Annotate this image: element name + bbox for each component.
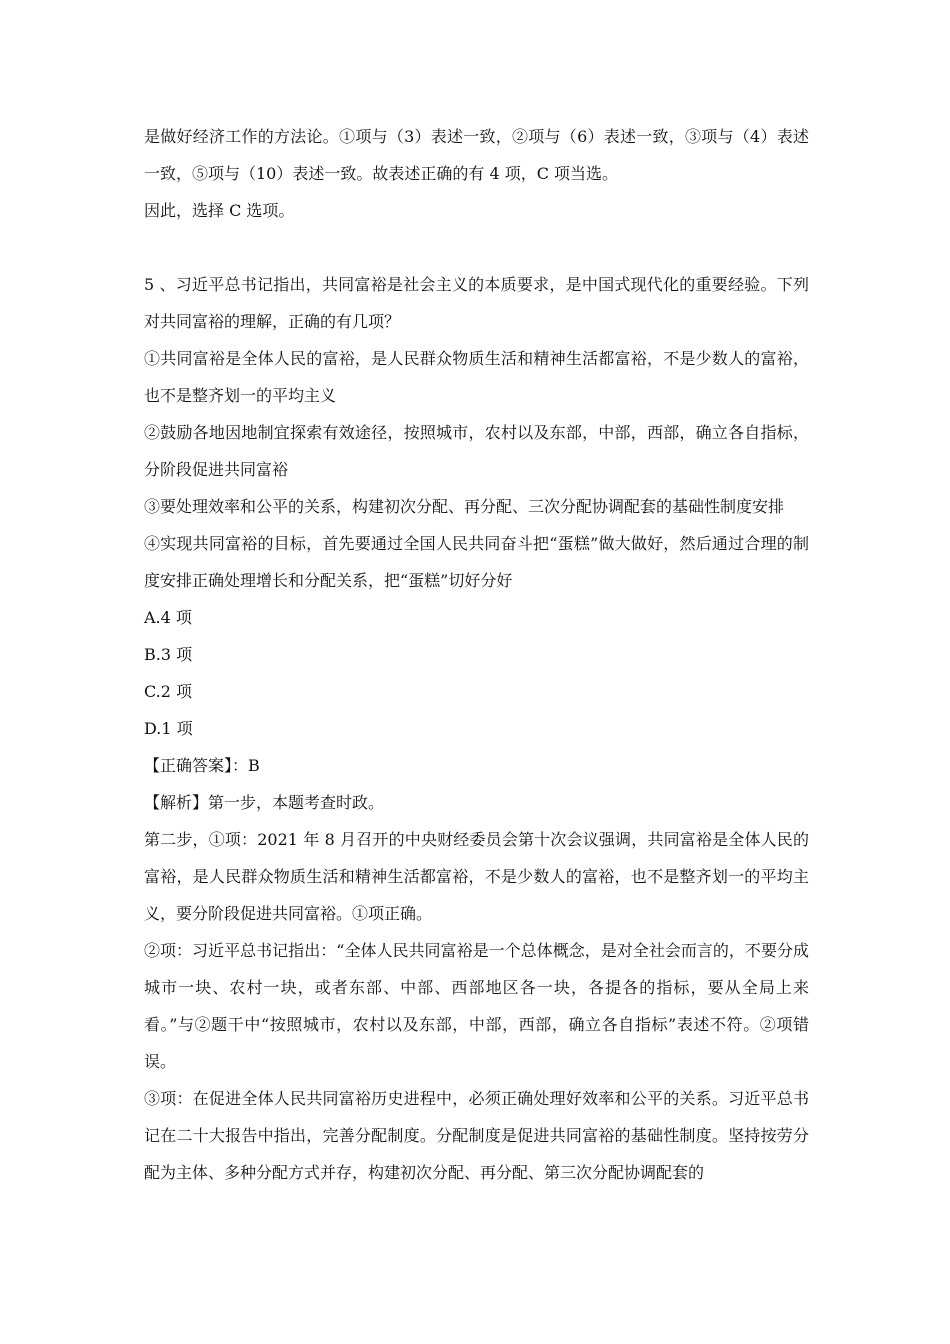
option-c: C.2 项: [144, 682, 193, 701]
statement-2: ②鼓励各地因地制宜探索有效途径，按照城市，农村以及东部，中部，西部，确立各自指标，分阶段促进共同富裕: [144, 423, 809, 479]
analysis-intro: 【解析】第一步，本题考查时政。: [144, 793, 385, 812]
analysis-step2: 第二步，①项：2021 年 8 月召开的中央财经委员会第十次会议强调，共同富裕是全体人民的富裕，是人民群众物质生活和精神生活都富裕，不是少数人的富裕，也不是整齐划一的平均主义，要分阶段促进共同富裕。①项正确。: [144, 830, 809, 923]
statement-3: ③要处理效率和公平的关系，构建初次分配、再分配、三次分配协调配套的基础性制度安排: [144, 497, 785, 516]
statement-4: ④实现共同富裕的目标，首先要通过全国人民共同奋斗把“蛋糕”做大做好，然后通过合理的制度安排正确处理增长和分配关系，把“蛋糕”切好分好: [144, 534, 809, 590]
document-body: [144, 118, 809, 1191]
option-d: D.1 项: [144, 719, 193, 738]
question-stem: 5 、习近平总书记指出，共同富裕是社会主义的本质要求，是中国式现代化的重要经验。下列对共同富裕的理解，正确的有几项？: [144, 275, 809, 331]
correct-answer: 【正确答案】：B: [144, 756, 260, 775]
previous-conclusion: 因此，选择 C 选项。: [144, 201, 295, 220]
analysis-item3: ③项：在促进全体人民共同富裕历史进程中，必须正确处理好效率和公平的关系。习近平总书记在二十大报告中指出，完善分配制度。分配制度是促进共同富裕的基础性制度。坚持按劳分配为主体、多种分配方式并存，构建初次分配、再分配、第三次分配协调配套的: [144, 1089, 809, 1182]
previous-explanation-text: 是做好经济工作的方法论。①项与（3）表述一致，②项与（6）表述一致，③项与（4）表述一致，⑤项与（10）表述一致。故表述正确的有 4 项，C 项当选。: [144, 127, 809, 183]
section-gap: [144, 229, 809, 266]
option-a: A.4 项: [144, 608, 192, 627]
statement-1: ①共同富裕是全体人民的富裕，是人民群众物质生活和精神生活都富裕，不是少数人的富裕，也不是整齐划一的平均主义: [144, 349, 809, 405]
option-b: B.3 项: [144, 645, 193, 664]
analysis-item2: ②项：习近平总书记指出：“全体人民共同富裕是一个总体概念，是对全社会而言的，不要分成城市一块、农村一块，或者东部、中部、西部地区各一块，各提各的指标，要从全局上来看。”与②题干中“按照城市，农村以及东部，中部，西部，确立各自指标”表述不符。②项错误。: [144, 941, 809, 1071]
